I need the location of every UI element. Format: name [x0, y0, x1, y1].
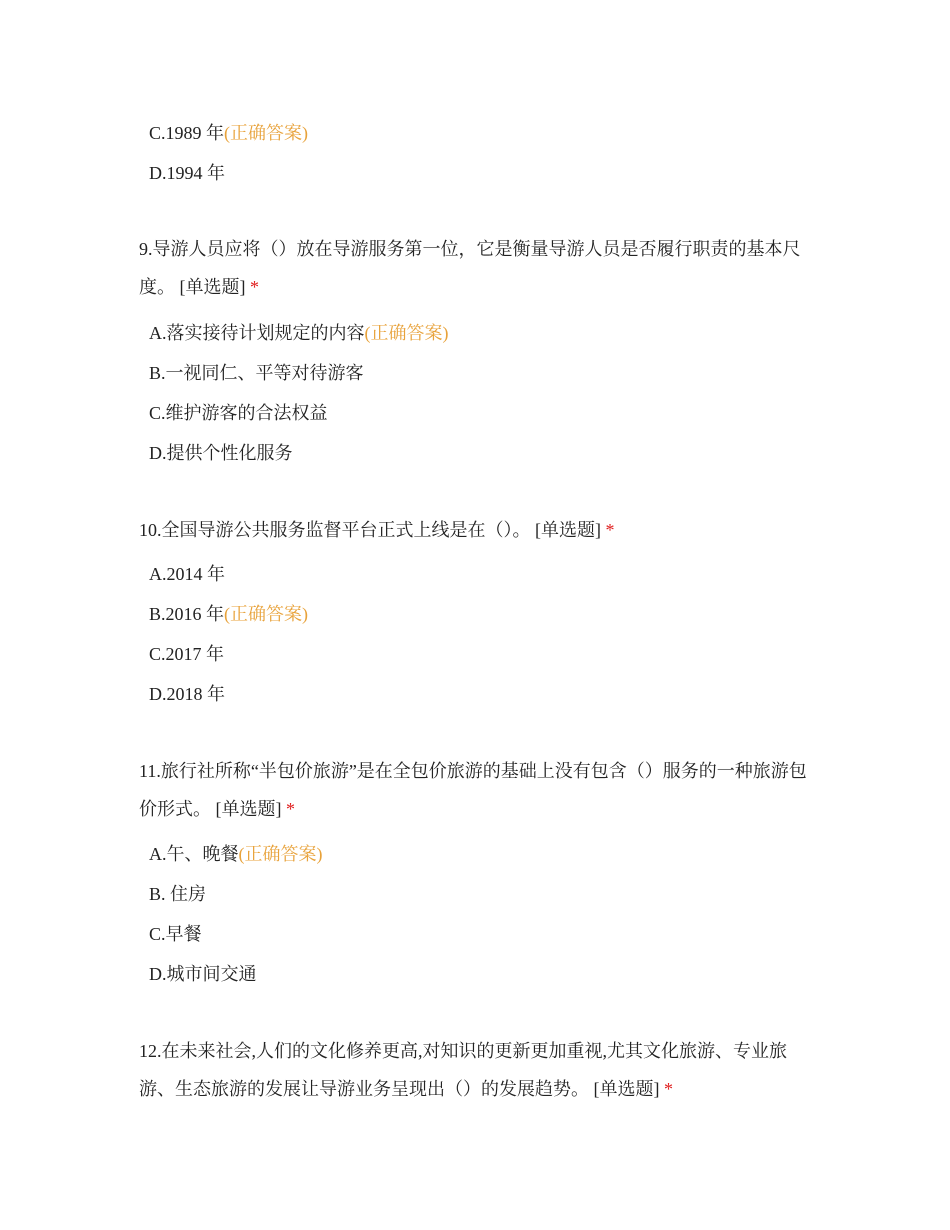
question-10: [139, 511, 819, 549]
question-type: [单选题]: [179, 277, 246, 297]
q11-option-b: [149, 883, 206, 905]
question-12: [139, 1032, 819, 1108]
option-label: C.维护游客的合法权益: [149, 403, 328, 423]
option-label: A.落实接待计划规定的内容: [149, 323, 365, 343]
q9-option-b: [149, 362, 364, 384]
question-11: [139, 752, 819, 828]
option-label: D.城市间交通: [149, 964, 257, 984]
q11-option-c: [149, 923, 202, 945]
option-label: D.提供个性化服务: [149, 443, 293, 463]
required-marker: *: [250, 277, 259, 297]
q10-option-c: [149, 643, 224, 665]
q11-option-a: [149, 843, 323, 865]
option-label: A.午、晚餐: [149, 844, 239, 864]
option-label: B.2016 年: [149, 604, 225, 624]
question-text: 10.全国导游公共服务监督平台正式上线是在（）。: [139, 520, 531, 540]
question-type: [单选题]: [593, 1079, 660, 1099]
required-marker: *: [664, 1079, 673, 1099]
required-marker: *: [605, 520, 615, 540]
q10-option-a: [149, 563, 225, 585]
q8-option-d: [149, 162, 225, 184]
option-label: B.一视同仁、平等对待游客: [149, 363, 364, 383]
q9-option-a: [149, 322, 449, 344]
correct-answer-marker: (正确答案): [238, 844, 323, 864]
option-label: B. 住房: [149, 884, 207, 904]
option-label: D.2018 年: [149, 684, 225, 704]
q10-option-d: [149, 683, 225, 705]
question-type: [单选题]: [215, 799, 282, 819]
required-marker: *: [286, 799, 295, 819]
correct-answer-marker: (正确答案): [364, 323, 449, 343]
q9-option-c: [149, 402, 328, 424]
option-label: C.1989 年: [149, 123, 225, 143]
question-text: 12.在未来社会,人们的文化修养更高,对知识的更新更加重视,尤其文化旅游、专业旅游、生态旅游的发展让导游业务呈现出（）的发展趋势。: [139, 1041, 787, 1099]
q9-option-d: [149, 442, 293, 464]
question-text: 9.导游人员应将（）放在导游服务第一位，它是衡量导游人员是否履行职责的基本尺度。: [139, 239, 801, 297]
q8-option-c: [149, 122, 308, 144]
option-label: C.2017 年: [149, 644, 225, 664]
option-label: C.早餐: [149, 924, 202, 944]
q10-option-b: [149, 603, 308, 625]
question-9: [139, 230, 819, 306]
question-text: 11.旅行社所称“半包价旅游”是在全包价旅游的基础上没有包含（）服务的一种旅游包价形式。: [139, 761, 807, 819]
option-label: D.1994 年: [149, 163, 225, 183]
correct-answer-marker: (正确答案): [224, 123, 309, 143]
question-type: [单选题]: [535, 520, 601, 540]
option-label: A.2014 年: [149, 564, 225, 584]
q11-option-d: [149, 963, 257, 985]
correct-answer-marker: (正确答案): [224, 604, 309, 624]
